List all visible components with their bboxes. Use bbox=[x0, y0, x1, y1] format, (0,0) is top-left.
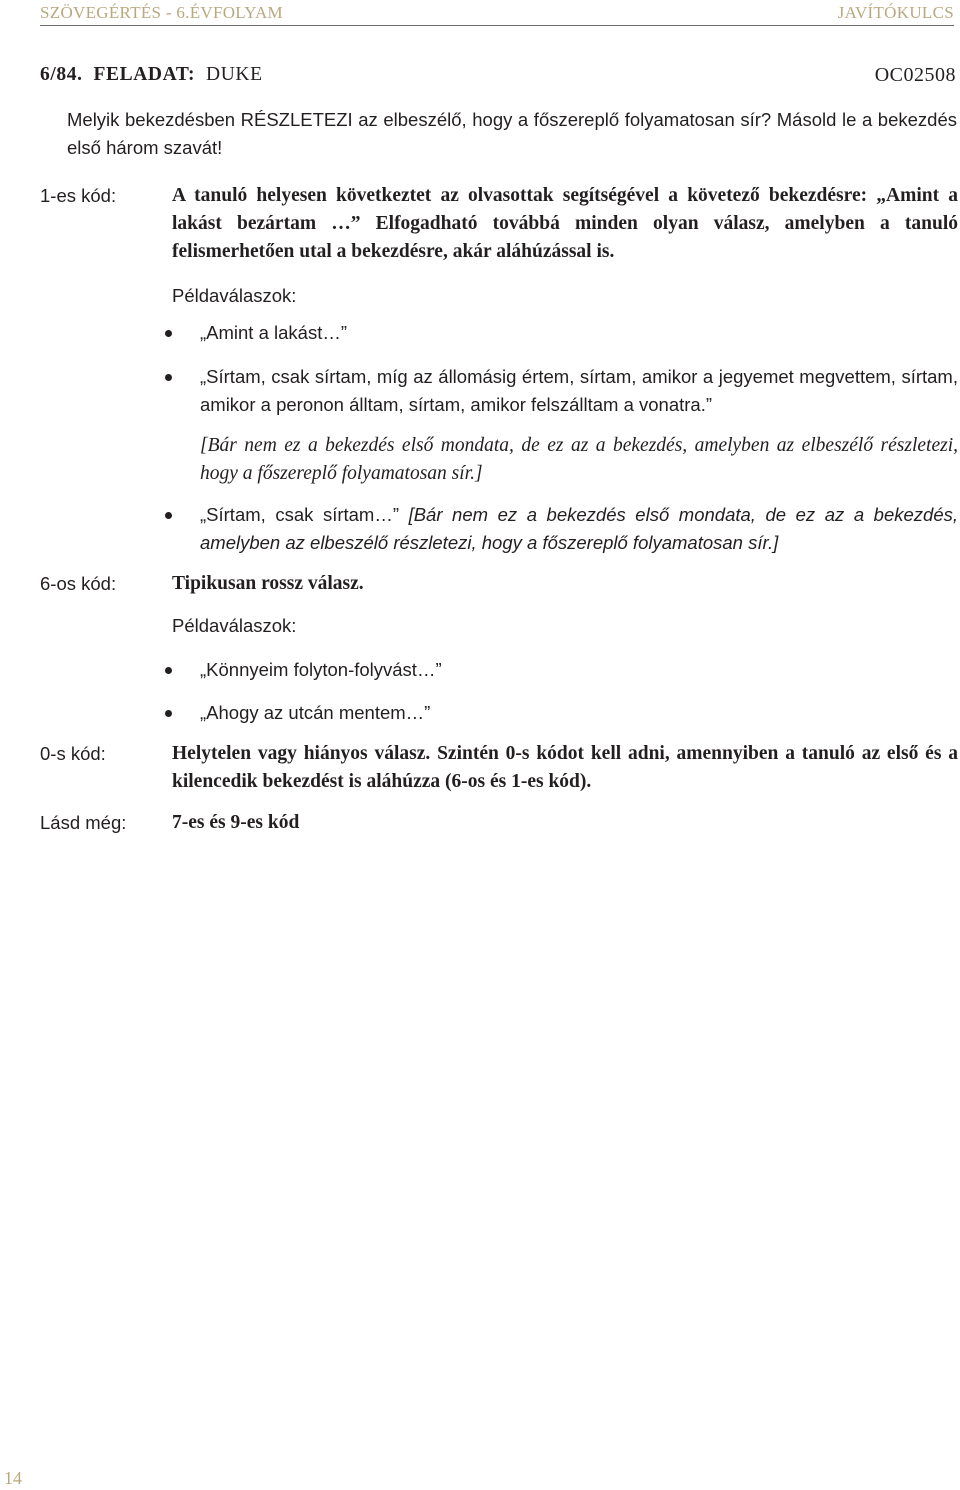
code-0-description: Helytelen vagy hiányos válasz. Szintén 0-s kódot kell adni, amennyiben a tanuló az első és a kilencedik bekezdést is aláhúzza (6-os és 1-es kód). bbox=[172, 743, 958, 792]
code-1-label: 1-es kód: bbox=[40, 185, 117, 206]
example-answer: „Sírtam, csak sírtam, míg az állomásig értem, sírtam, amikor a jegyemet megvettem, sírtam, amikor a peronon álltam, sírtam, amikor felszálltam a vonatra.” bbox=[200, 366, 958, 415]
bullet bbox=[165, 330, 172, 337]
code-0-label: 0-s kód: bbox=[40, 743, 106, 764]
task-code: OC02508 bbox=[874, 64, 956, 86]
code-6-label: 6-os kód: bbox=[40, 573, 117, 594]
example-note: [Bár nem ez a bekezdés első mondata, de ez az a bekezdés, amelyben az elbeszélő részletezi, hogy a főszereplő folyamatosan sír.] bbox=[200, 435, 958, 484]
code-1-examples-label: Példaválaszok: bbox=[172, 285, 297, 306]
example-answer-note: [Bár nem ez a bekezdés első mondata, de ez az a bekezdés, amelyben az elbeszélő részletezi, hogy a főszereplő folyamatosan sír.] bbox=[200, 504, 959, 553]
example-answer-quote: „Sírtam, csak sírtam…” bbox=[200, 504, 409, 525]
header-divider bbox=[40, 25, 954, 26]
bullet bbox=[165, 512, 172, 519]
see-also-label: Lásd még: bbox=[40, 812, 127, 833]
page-number: 14 bbox=[4, 1468, 22, 1488]
running-header-subject: SZÖVEGÉRTÉS - 6.ÉVFOLYAM bbox=[40, 3, 283, 22]
example-answer: „Könnyeim folyton-folyvást…” bbox=[200, 659, 442, 680]
question-text: Melyik bekezdésben RÉSZLETEZI az elbeszélő, hogy a főszereplő folyamatosan sír? Másold le a bekezdés első három szavát! bbox=[67, 109, 957, 158]
code-1-description: A tanuló helyesen következtet az olvasottak segítségével a követező bekezdésre: „Amint a lakást bezártam …” Elfogadható továbbá minden olyan válasz, amelyben a tanuló felismerhetően utal a bekezdésre, akár aláhúzással is. bbox=[172, 185, 958, 262]
bullet bbox=[165, 710, 172, 717]
running-header-doc-type: JAVÍTÓKULCS bbox=[837, 3, 954, 22]
task-label: FELADAT: bbox=[93, 64, 196, 85]
code-6-examples-label: Példaválaszok: bbox=[172, 615, 297, 636]
example-answer: „Amint a lakást…” bbox=[200, 322, 348, 343]
code-6-description: Tipikusan rossz válasz. bbox=[172, 573, 364, 594]
bullet bbox=[165, 374, 172, 381]
example-answer bbox=[200, 501, 958, 557]
see-also-text: 7-es és 9-es kód bbox=[172, 812, 300, 833]
task-title bbox=[40, 64, 263, 86]
bullet bbox=[165, 667, 172, 674]
example-answer: „Ahogy az utcán mentem…” bbox=[200, 702, 431, 723]
task-name: DUKE bbox=[206, 64, 263, 85]
task-number: 6/84. bbox=[40, 64, 83, 85]
